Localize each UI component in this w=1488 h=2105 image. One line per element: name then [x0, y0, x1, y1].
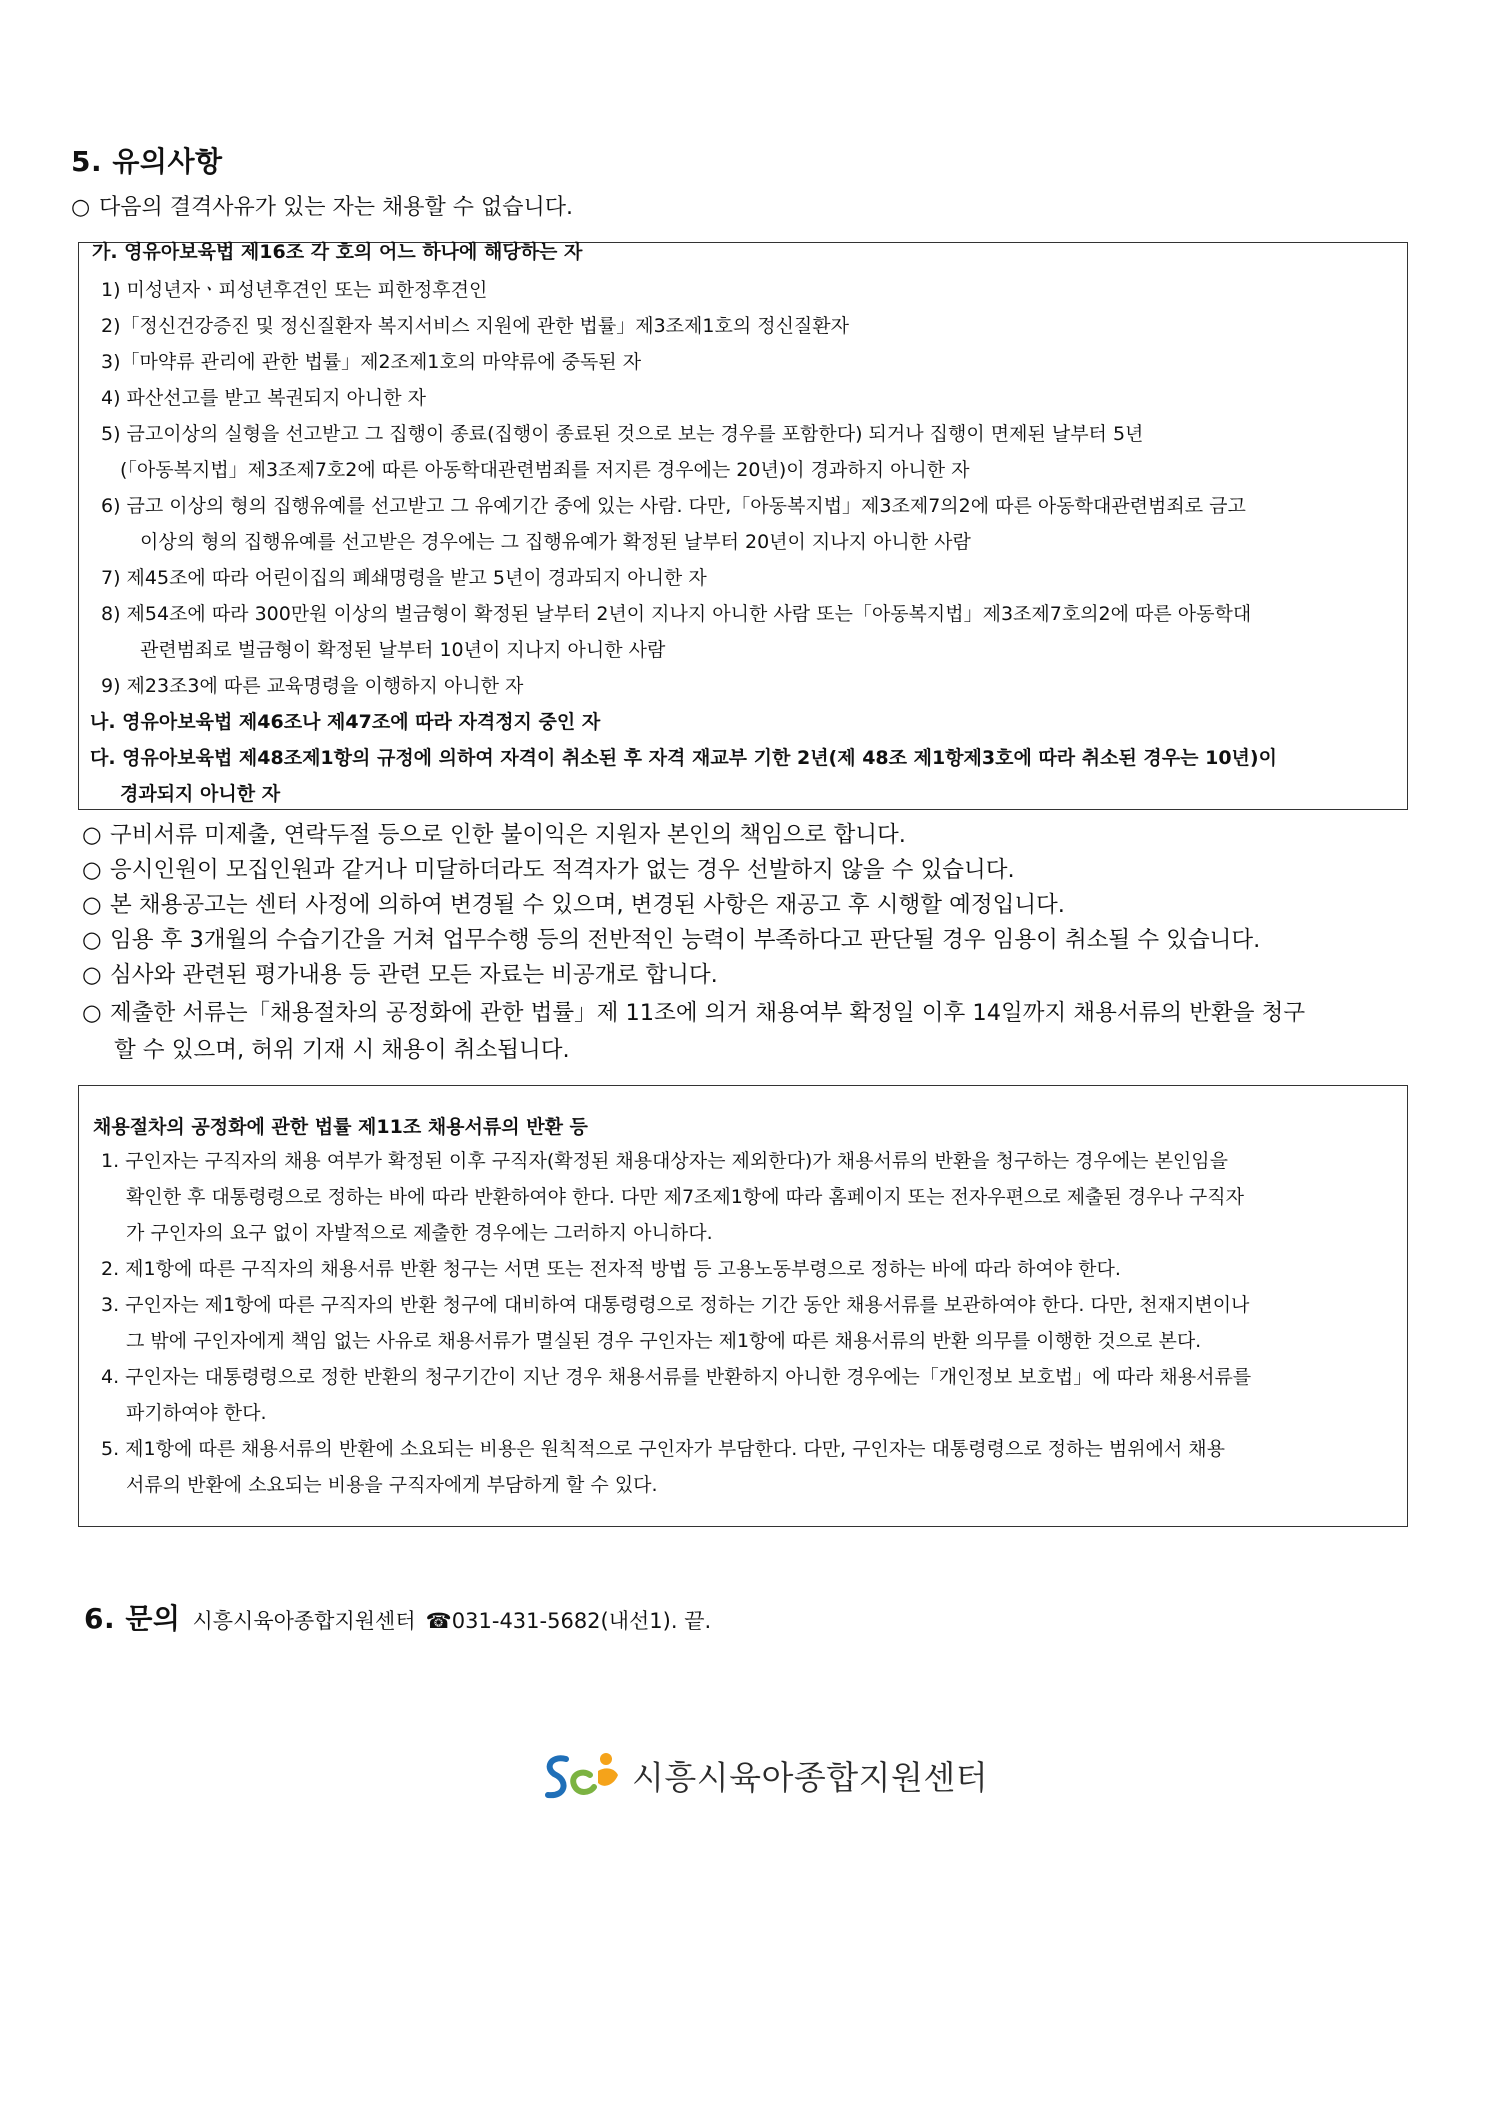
circle-bullet-icon: ○ [82, 822, 102, 848]
inquiry-phone: ☎031-431-5682(내선1). 끝. [425, 1609, 712, 1633]
circle-bullet-icon: ○ [71, 195, 91, 220]
section-5-intro-text: 다음의 결격사유가 있는 자는 채용할 수 없습니다. [99, 195, 573, 220]
note-text-cont: 할 수 있으며, 허위 기재 시 채용이 취소됩니다. [114, 1037, 570, 1063]
law-clause: 4. 구인자는 대통령령으로 정한 반환의 청구기간이 지난 경우 채용서류를 반환하지 아니한 경우에는「개인정보 보호법」에 따라 채용서류를 [101, 1366, 1252, 1388]
disqualification-ga: 가. 영유아보육법 제16조 각 호의 어느 하나에 해당하는 자 [92, 241, 583, 263]
disqualification-item: 7) 제45조에 따라 어린이집의 폐쇄명령을 받고 5년이 경과되지 아니한 자 [101, 567, 707, 589]
disqualification-item: 5) 금고이상의 실형을 선고받고 그 집행이 종료(집행이 종료된 것으로 보는 경우를 포함한다) 되거나 집행이 면제된 날부터 5년 [101, 423, 1144, 445]
law-clause-cont: 파기하여야 한다. [126, 1402, 267, 1424]
note-text: 제출한 서류는「채용절차의 공정화에 관한 법률」제 11조에 의거 채용여부 확정일 이후 14일까지 채용서류의 반환을 청구 [110, 1000, 1306, 1026]
disqualification-item: 2)「정신건강증진 및 정신질환자 복지서비스 지원에 관한 법률」제3조제1호의 정신질환자 [101, 315, 849, 337]
disqualification-item: 6) 금고 이상의 형의 집행유예를 선고받고 그 유예기간 중에 있는 사람. 다만,「아동복지법」제3조제7의2에 따른 아동학대관련범죄로 금고 [101, 495, 1246, 517]
disqualification-item-cont: 관련범죄로 벌금형이 확정된 날부터 10년이 지나지 아니한 사람 [140, 639, 666, 661]
law-clause-cont: 확인한 후 대통령령으로 정하는 바에 따라 반환하여야 한다. 다만 제7조제1항에 따라 홈페이지 또는 전자우편으로 제출된 경우나 구직자 [126, 1186, 1244, 1208]
note-item [82, 855, 1015, 885]
disqualification-da: 다. 영유아보육법 제48조제1항의 규정에 의하여 자격이 취소된 후 자격 재교부 기한 2년(제 48조 제1항제3호에 따라 취소된 경우는 10년)이 [90, 747, 1277, 769]
note-text: 임용 후 3개월의 수습기간을 거쳐 업무수행 등의 전반적인 능력이 부족하다고 판단될 경우 임용이 취소될 수 있습니다. [110, 927, 1261, 953]
center-logo [540, 1745, 988, 1805]
disqualification-item-cont: (「아동복지법」제3조제7호2에 따른 아동학대관련범죄를 저지른 경우에는 20년)이 경과하지 아니한 자 [120, 459, 970, 481]
section-5-intro [71, 190, 573, 221]
note-text: 구비서류 미제출, 연락두절 등으로 인한 불이익은 지원자 본인의 책임으로 합니다. [110, 822, 906, 848]
law-clause-cont: 서류의 반환에 소요되는 비용을 구직자에게 부담하게 할 수 있다. [126, 1474, 658, 1496]
note-item [82, 998, 1305, 1028]
note-item [82, 925, 1260, 955]
section-6-inquiry [84, 1597, 711, 1637]
section-5-title: 5. 유의사항 [71, 145, 223, 178]
disqualification-item: 9) 제23조3에 따른 교육명령을 이행하지 아니한 자 [101, 675, 524, 697]
note-text: 응시인원이 모집인원과 같거나 미달하더라도 적격자가 없는 경우 선발하지 않을 수 있습니다. [110, 857, 1015, 883]
note-item [82, 890, 1065, 920]
note-item [82, 960, 718, 990]
law-clause: 2. 제1항에 따른 구직자의 채용서류 반환 청구는 서면 또는 전자적 방법 등 고용노동부령으로 정하는 바에 따라 하여야 한다. [101, 1258, 1121, 1280]
law-clause-cont: 그 밖에 구인자에게 책임 없는 사유로 채용서류가 멸실된 경우 구인자는 제1항에 따른 채용서류의 반환 의무를 이행한 것으로 본다. [126, 1330, 1202, 1352]
law-box-title: 채용절차의 공정화에 관한 법률 제11조 채용서류의 반환 등 [93, 1116, 588, 1138]
law-clause: 3. 구인자는 제1항에 따른 구직자의 반환 청구에 대비하여 대통령령으로 정하는 기간 동안 채용서류를 보관하여야 한다. 다만, 천재지변이나 [101, 1294, 1250, 1316]
note-text: 본 채용공고는 센터 사정에 의하여 변경될 수 있으며, 변경된 사항은 재공고 후 시행할 예정입니다. [110, 892, 1065, 918]
disqualification-da-cont: 경과되지 아니한 자 [120, 783, 281, 805]
disqualification-item: 3)「마약류 관리에 관한 법률」제2조제1호의 마약류에 중독된 자 [101, 351, 642, 373]
circle-bullet-icon: ○ [82, 857, 102, 883]
note-item [82, 820, 906, 850]
disqualification-item: 4) 파산선고를 받고 복권되지 아니한 자 [101, 387, 427, 409]
disqualification-item: 1) 미성년자ㆍ피성년후견인 또는 피한정후견인 [101, 279, 488, 301]
section-6-title: 6. 문의 [84, 1602, 181, 1635]
circle-bullet-icon: ○ [82, 927, 102, 953]
inquiry-organization: 시흥시육아종합지원센터 [192, 1609, 416, 1633]
law-clause: 5. 제1항에 따른 채용서류의 반환에 소요되는 비용은 원칙적으로 구인자가 부담한다. 다만, 구인자는 대통령령으로 정하는 범위에서 채용 [101, 1438, 1226, 1460]
circle-bullet-icon: ○ [82, 1000, 102, 1026]
circle-bullet-icon: ○ [82, 962, 102, 988]
law-clause: 1. 구인자는 구직자의 채용 여부가 확정된 이후 구직자(확정된 채용대상자는 제외한다)가 채용서류의 반환을 청구하는 경우에는 본인임을 [101, 1150, 1228, 1172]
law-clause-cont: 가 구인자의 요구 없이 자발적으로 제출한 경우에는 그러하지 아니하다. [126, 1222, 713, 1244]
disqualification-item-cont: 이상의 형의 집행유예를 선고받은 경우에는 그 집행유예가 확정된 날부터 20년이 지나지 아니한 사람 [140, 531, 971, 553]
note-text: 심사와 관련된 평가내용 등 관련 모든 자료는 비공개로 합니다. [110, 962, 718, 988]
disqualification-na: 나. 영유아보육법 제46조나 제47조에 따라 자격정지 중인 자 [90, 711, 601, 733]
center-logo-text: 시흥시육아종합지원센터 [632, 1757, 989, 1797]
circle-bullet-icon: ○ [82, 892, 102, 918]
disqualification-item: 8) 제54조에 따라 300만원 이상의 벌금형이 확정된 날부터 2년이 지나지 아니한 사람 또는「아동복지법」제3조제7호의2에 따른 아동학대 [101, 603, 1252, 625]
center-logo-icon [540, 1745, 624, 1805]
